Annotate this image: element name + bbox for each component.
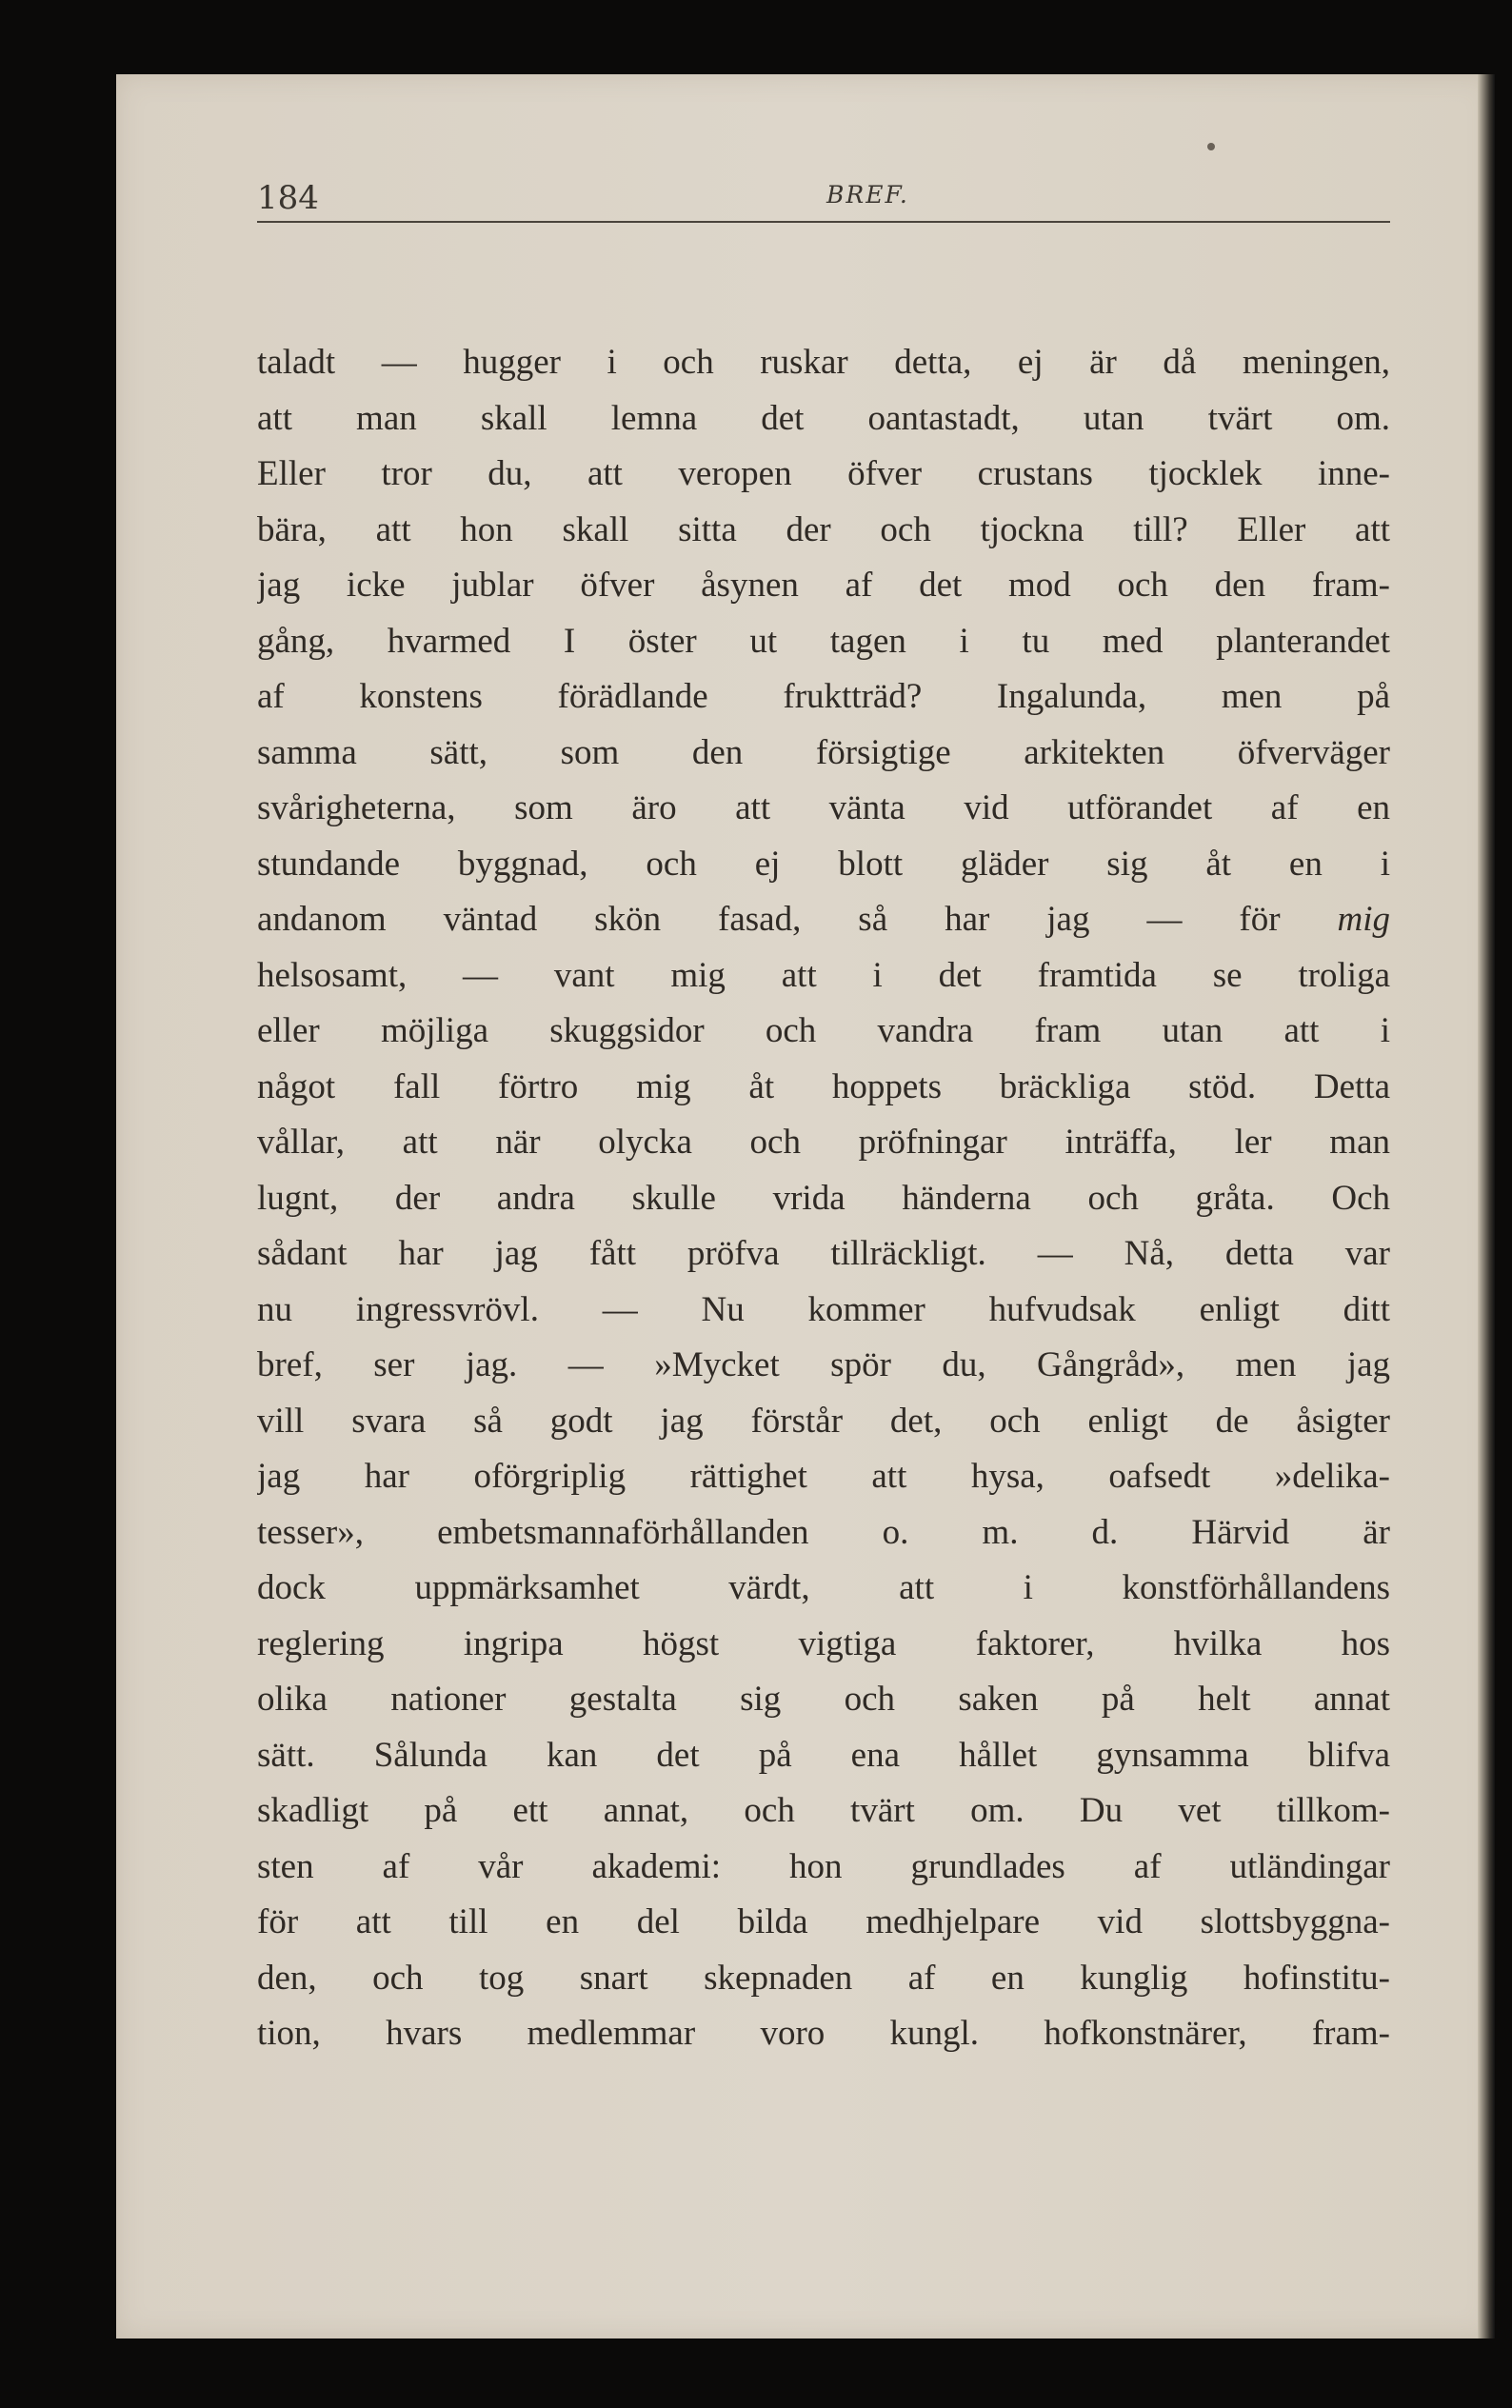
text-line: samma sätt, som den försigtige arkitekten öfverväger bbox=[257, 732, 1390, 772]
text-line: lugnt, der andra skulle vrida händerna och gråta. Och bbox=[257, 1178, 1390, 1218]
body-text bbox=[257, 335, 1390, 2062]
text-line: dock uppmärksamhet värdt, att i konstförhållandens bbox=[257, 1568, 1390, 1607]
text-line: skadligt på ett annat, och tvärt om. Du vet tillkom- bbox=[257, 1791, 1390, 1830]
text-line: för att till en del bilda medhjelpare vid slottsbyggna- bbox=[257, 1902, 1390, 1941]
text-line: Eller tror du, att veropen öfver crustans tjocklek inne- bbox=[257, 454, 1390, 493]
text-line: jag icke jublar öfver åsynen af det mod och den fram- bbox=[257, 566, 1390, 605]
text-line: helsosamt, — vant mig att i det framtida se troliga bbox=[257, 955, 1390, 995]
emphasized-word: mig bbox=[1337, 900, 1390, 939]
page-edge-shadow bbox=[1478, 74, 1495, 2338]
text-line: bref, ser jag. — »Mycket spör du, Gångråd», men jag bbox=[257, 1345, 1390, 1384]
text-line: att man skall lemna det oantastadt, utan tvärt om. bbox=[257, 398, 1390, 438]
ink-speck bbox=[1207, 143, 1215, 150]
text-line: stundande byggnad, och ej blott gläder sig åt en i bbox=[257, 844, 1390, 884]
text-line: något fall förtro mig åt hoppets bräckliga stöd. Detta bbox=[257, 1066, 1390, 1106]
page-number: 184 bbox=[257, 179, 319, 217]
text-line: sätt. Sålunda kan det på ena hållet gynsamma blifva bbox=[257, 1735, 1390, 1775]
text-line: sådant har jag fått pröfva tillräckligt. — Nå, detta var bbox=[257, 1234, 1390, 1273]
text-line: vill svara så godt jag förstår det, och enligt de åsigter bbox=[257, 1401, 1390, 1441]
text-line-with-emphasis bbox=[257, 892, 1390, 948]
page-header bbox=[257, 171, 1390, 221]
text-line: den, och tog snart skepnaden af en kunglig hofinstitu- bbox=[257, 1958, 1390, 1998]
text-line: tesser», embetsmannaförhållanden o. m. d. Härvid är bbox=[257, 1512, 1390, 1552]
text-line: gång, hvarmed I öster ut tagen i tu med planterandet bbox=[257, 621, 1390, 661]
text-line: vållar, att när olycka och pröfningar inträffa, ler man bbox=[257, 1123, 1390, 1162]
text-line: taladt — hugger i och ruskar detta, ej är då meningen, bbox=[257, 343, 1390, 382]
header-rule bbox=[257, 221, 1390, 223]
text-line: reglering ingripa högst vigtiga faktorer, hvilka hos bbox=[257, 1623, 1390, 1663]
text-line: svårigheterna, som äro att vänta vid utförandet af en bbox=[257, 788, 1390, 827]
text-line: jag har oförgriplig rättighet att hysa, oafsedt »delika- bbox=[257, 1457, 1390, 1496]
text-line: tion, hvars medlemmar voro kungl. hofkonstnärer, fram- bbox=[257, 2014, 1390, 2053]
text-line: af konstens förädlande fruktträd? Ingalunda, men på bbox=[257, 677, 1390, 716]
text-line: nu ingressvrövl. — Nu kommer hufvudsak enligt ditt bbox=[257, 1289, 1390, 1329]
text-line: olika nationer gestalta sig och saken på helt annat bbox=[257, 1680, 1390, 1719]
text-line: sten af vår akademi: hon grundlades af utländingar bbox=[257, 1846, 1390, 1886]
text-line: eller möjliga skuggsidor och vandra fram utan att i bbox=[257, 1011, 1390, 1050]
text-line-segment: andanom väntad skön fasad, så har jag — för bbox=[257, 900, 1281, 939]
text-line: bära, att hon skall sitta der och tjockna till? Eller att bbox=[257, 509, 1390, 549]
running-head: BREF. bbox=[826, 181, 909, 209]
